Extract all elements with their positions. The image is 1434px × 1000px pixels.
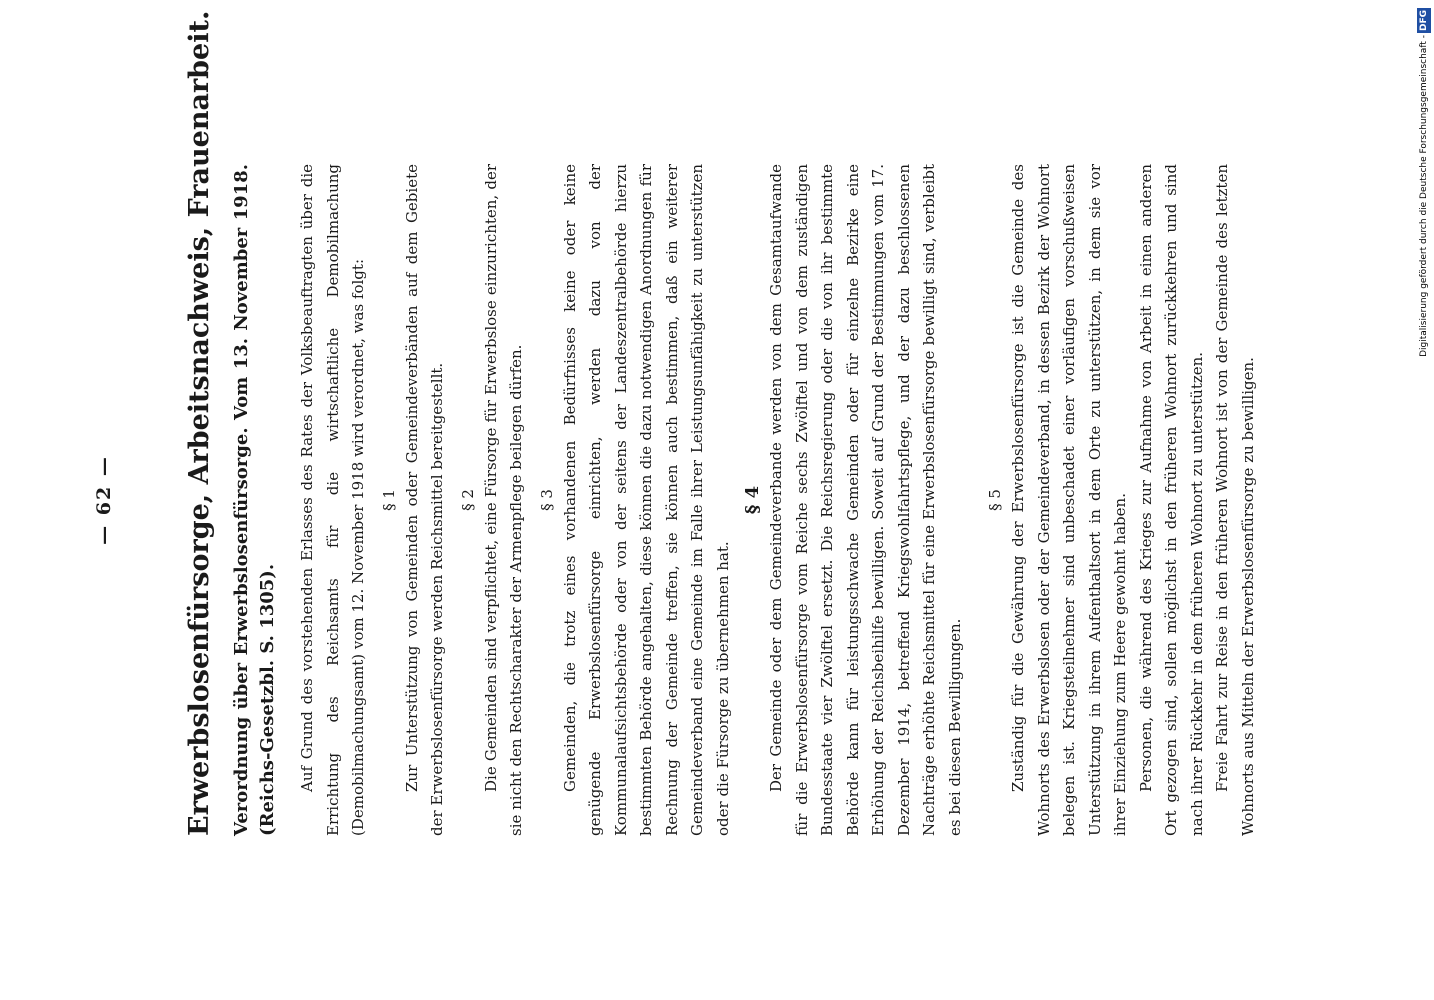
- dfg-logo: DFG: [1419, 10, 1429, 32]
- ordinance-heading: Verordnung über Erwerbslosenfürsorge. Vom 13. November 1918. (Reichs-Gesetzbl. S. 1305).: [231, 164, 278, 836]
- section-text: Gemeinden, die trotz eines vorhandenen Bedürfnisses keine oder keine genügende Erwerbslosenfürsorge einrichten, werden dazu von der Kommunalaufsichtsbehörde oder von der seitens der Landeszentralbehörde hierzu bestimmten Behörde angehalten, diese können die dazu notwendigen Anordnungen für Rechnung der Gemeinde treffen, sie können auch bestimmen, daß ein weiterer Gemeindeverband eine Gemeinde im Falle ihrer Leistungsunfähigkeit zu unterstützen oder die Fürsorge zu übernehmen hat.: [560, 164, 732, 836]
- section-paragraph: Personen, die während des Krieges zur Aufnahme von Arbeit in einen anderen Ort gezogen sind, sollen möglichst in den früheren Wohnort zurückkehren und sind nach ihrer Rückkehr in dem früheren Wohnort zu unterstützen.: [1136, 164, 1206, 836]
- section-heading: § 3: [537, 489, 556, 511]
- page-title: Erwerbslosenfürsorge, Arbeitsnachweis, Frauenarbeit.: [184, 10, 215, 836]
- intro-paragraph: Auf Grund des vorstehenden Erlasses des Rates der Volksbeauftragten über die Errichtung des Reichsamts für die wirtschaftliche Demobilmachung (Demobilmachungsamt) vom 12. November 1918 wird verordnet, was folgt:: [298, 164, 367, 836]
- section-heading: § 4: [742, 485, 763, 515]
- section-5: [984, 164, 1261, 836]
- section-text: Zur Unterstützung von Gemeinden oder Gemeindeverbänden auf dem Gebiete der Erwerbslosenfürsorge werden Reichsmittel bereitgestellt.: [402, 164, 446, 836]
- digitization-credit: [1414, 8, 1434, 392]
- section-1: [378, 164, 451, 836]
- section-heading: § 2: [458, 489, 477, 511]
- section-text: Zuständig für die Gewährung der Erwerbslosenfürsorge ist die Gemeinde des Wohnorts des Erwerbslosen oder der Gemeindeverband, in dessen Bezirk der Wohnort belegen ist. Kriegsteilnehmer sind unbeschadet einer vorläufigen vorschußweisen Unterstützung in ihrem Aufenthaltsort in dem Orte zu unterstützen, in dem sie vor ihrer Einziehung zum Heere gewohnt haben.: [1009, 164, 1129, 836]
- section-heading: § 1: [379, 489, 398, 511]
- page-number: — 62 —: [93, 455, 115, 545]
- section-text: Der Gemeinde oder dem Gemeindeverbande werden von dem Gesamtaufwande für die Erwerbslosenfürsorge vom Reiche sechs Zwölftel und von dem zuständigen Bundesstaate vier Zwölftel ersetzt. Die Reichsregierung oder die von ihr bestimmte Behörde kann für leistungsschwache Gemeinden oder für einzelne Bezirke eine Erhöhung der Reichsbeihilfe bewilligen. Soweit auf Grund der Bestimmungen vom 17. Dezember 1914, betreffend Kriegswohlfahrtspflege, und der dazu beschlossenen Nachträge erhöhte Reichsmittel für eine Erwerbslosenfürsorge bewilligt sind, verbleibt es bei diesen Bewilligungen.: [767, 164, 964, 836]
- section-3: [536, 164, 737, 836]
- section-heading: § 5: [986, 489, 1004, 511]
- section-paragraph: Freie Fahrt zur Reise in den früheren Wohnort ist von der Gemeinde des letzten Wohnorts aus Mitteln der Erwerbslosenfürsorge zu bewilligen.: [1213, 164, 1257, 836]
- page-content: [183, 10, 1261, 836]
- section-text: Die Gemeinden sind verpflichtet, eine Fürsorge für Erwerbslose einzurichten, der sie nicht den Rechtscharakter der Armenpflege beilegen dürfen.: [481, 164, 525, 836]
- section-4: [742, 164, 968, 836]
- credit-text: Digitalisierung gefördert durch die Deutsche Forschungsgemeinschaft -: [1419, 35, 1429, 357]
- section-2: [457, 164, 530, 836]
- document-page: [63, 10, 1257, 850]
